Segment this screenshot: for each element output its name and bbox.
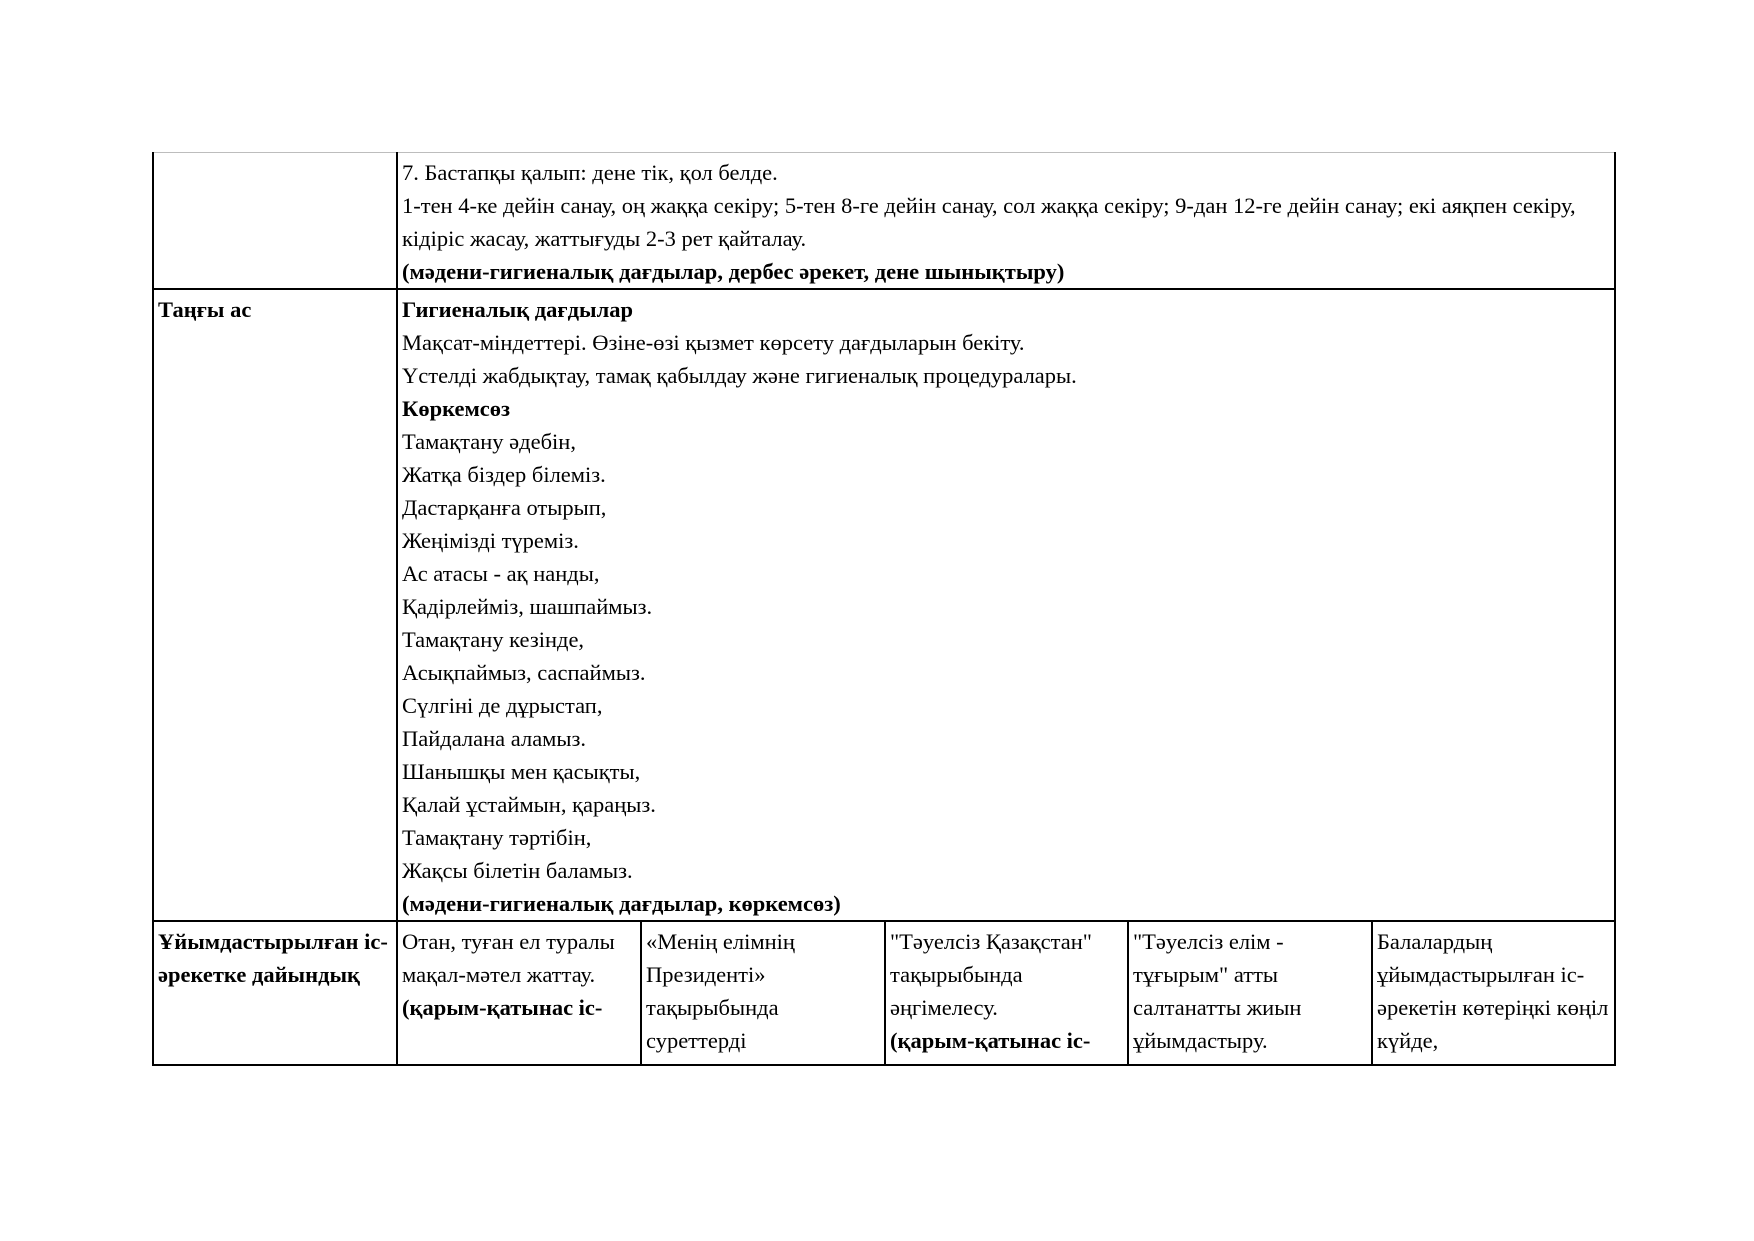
poem-line: Жатқа біздер білеміз. [402,462,606,487]
preparation-day-3-tag: (қарым-қатынас іс- [890,1028,1091,1053]
poem-line: Пайдалана аламыз. [402,726,587,751]
exercise-line-1: 7. Бастапқы қалып: дене тік, қол белде. [402,160,778,185]
breakfast-tag: (мәдени-гигиеналық дағдылар, көркемсөз) [402,891,841,916]
poem-line: Жақсы білетін баламыз. [402,858,633,883]
preparation-row [153,921,1615,1065]
breakfast-procedure: Үстелді жабдықтау, тамақ қабылдау және гигиеналық процедуралары. [402,363,1077,388]
breakfast-row-label: Таңғы ас [153,289,397,921]
preparation-day-5 [1372,921,1615,1065]
preparation-day-5-text: Балалардың ұйымдастырылған іс-әрекетін көтеріңкі көңіл күйде, [1377,929,1609,1053]
exercise-row [153,153,1615,290]
poem-line: Тамақтану әдебін, [402,429,576,454]
exercise-line-2: 1-тен 4-ке дейін санау, оң жаққа секіру; 5-тен 8-ге дейін санау, сол жаққа секіру; 9-дан 12-ге дейін санау; екі аяқпен секіру, кідіріс жасау, жаттығуды 2-3 рет қайталау. [402,193,1576,251]
preparation-day-4 [1128,921,1372,1065]
poem-line: Шанышқы мен қасықты, [402,759,641,784]
poem-heading: Көркемсөз [402,396,511,421]
poem-line: Асықпаймыз, саспаймыз. [402,660,646,685]
poem-line: Қалай ұстаймын, қараңыз. [402,792,656,817]
poem-line: Қадірлейміз, шашпаймыз. [402,594,653,619]
preparation-day-1-tag: (қарым-қатынас іс- [402,995,603,1020]
poem-line: Жеңімізді түреміз. [402,528,579,553]
preparation-day-1 [397,921,641,1065]
exercise-row-label [153,153,397,290]
poem-line: Сүлгіні де дұрыстап, [402,693,603,718]
preparation-day-3 [885,921,1128,1065]
preparation-day-2-text: «Менің елімнің Президенті» тақырыбында суреттерді [646,929,795,1053]
poem-line: Тамақтану кезінде, [402,627,585,652]
preparation-day-1-text: Отан, туған ел туралы мақал-мәтел жаттау. [402,929,615,987]
preparation-day-2 [641,921,885,1065]
poem-line: Ас атасы - ақ нанды, [402,561,600,586]
breakfast-row [153,289,1615,921]
poem-line: Дастарқанға отырып, [402,495,607,520]
preparation-day-4-text: "Тәуелсіз елім - тұғырым" атты салтанатты жиын ұйымдастыру. [1133,929,1302,1053]
breakfast-goal: Мақсат-міндеттері. Өзіне-өзі қызмет көрсету дағдыларын бекіту. [402,330,1025,355]
preparation-row-label [153,921,397,1065]
breakfast-heading: Гигиеналық дағдылар [402,297,633,322]
poem-line: Тамақтану тәртібін, [402,825,592,850]
preparation-day-3-text: "Тәуелсіз Қазақстан" тақырыбында әңгімелесу. [890,929,1092,1020]
exercise-content [397,153,1615,290]
preparation-label-text: Ұйымдастырылған іс-әрекетке дайындық [158,929,388,987]
breakfast-content [397,289,1615,921]
exercise-tag: (мәдени-гигиеналық дағдылар, дербес әрекет, дене шынықтыру) [402,259,1065,284]
daily-plan-table [152,152,1616,1066]
